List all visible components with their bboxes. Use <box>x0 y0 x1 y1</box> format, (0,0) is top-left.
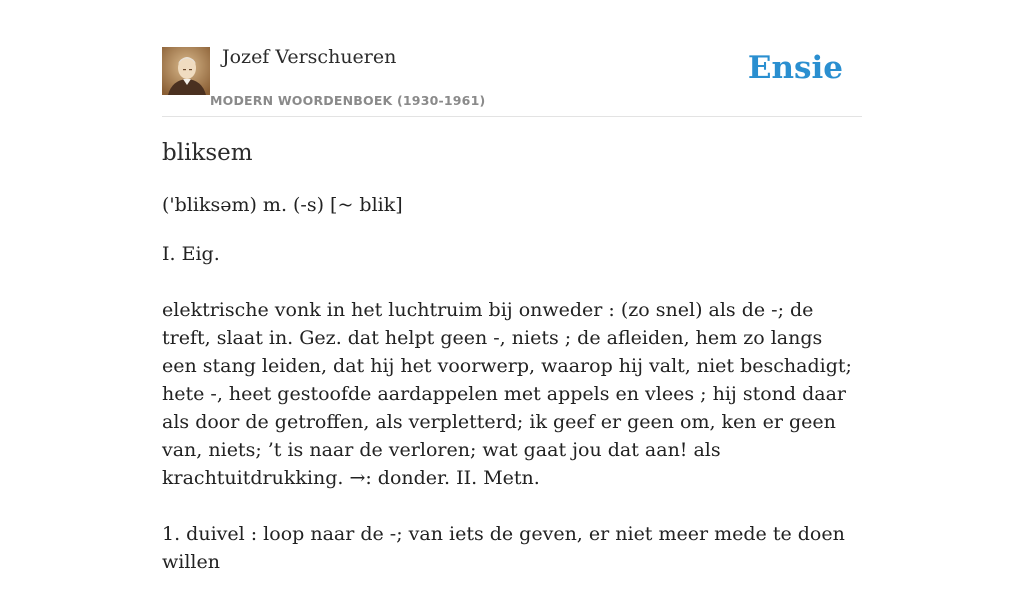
definition-paragraph: 1. duivel : loop naar de -; van iets de geven, er niet meer mede te doen willen <box>162 523 845 573</box>
definition-paragraph: elektrische vonk in het luchtruim bij onweder : (zo snel) als de -; de treft, slaat in. Gez. dat helpt geen -, niets ; de afleiden, hem zo langs een stang leiden, dat hij het voorwerp, waarop hij valt, niet beschadigt; hete -, heet gestoofde aardappelen met appels en vlees ; hij stond daar als door de getroffen, als verpletterd; ik geef er geen om, ken er geen van, niets; ’t is naar de verloren; wat gaat jou dat aan! als krachtuitdrukking. →: donder. II. Metn. <box>162 299 852 489</box>
entry-pronunciation: ('bliksəm) m. (-s) [~ blik] <box>162 194 403 216</box>
author-name[interactable]: Jozef Verschueren <box>222 46 397 68</box>
entry-title: bliksem <box>162 140 253 166</box>
author-avatar-icon[interactable] <box>162 47 210 95</box>
definition-paragraph: I. Eig. <box>162 243 220 265</box>
page <box>162 0 862 573</box>
entry-header <box>162 0 862 117</box>
source-label[interactable]: MODERN WOORDENBOEK (1930-1961) <box>210 93 486 108</box>
entry-definition <box>162 240 862 604</box>
brand-logo[interactable]: Ensie <box>747 50 843 86</box>
